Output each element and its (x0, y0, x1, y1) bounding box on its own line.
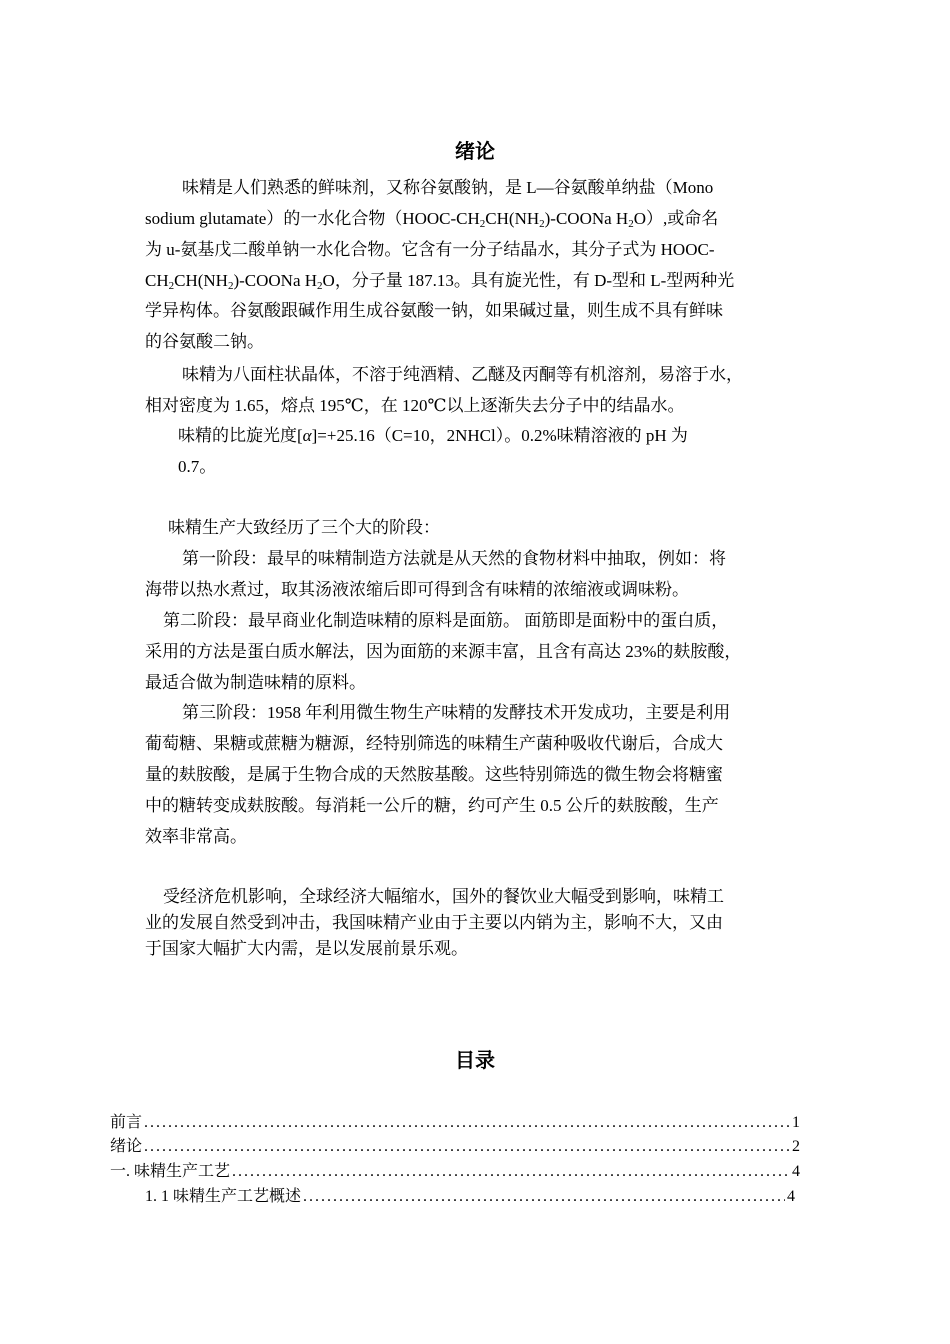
intro-p3-line2: 0.7。 (178, 457, 217, 476)
text: 味精的比旋光度[ (178, 426, 303, 445)
text: )-COONa H (233, 271, 318, 290)
toc-leader (144, 1136, 790, 1158)
intro-p3-line1 (178, 425, 688, 447)
toc-entry[interactable] (110, 1112, 800, 1134)
text: ]=+25.16（C=10，2NHCl）。0.2%味精溶液的 pH 为 (311, 426, 688, 445)
intro-p1-line1: 味精是人们熟悉的鲜味剂，又称谷氨酸钠，是 L—谷氨酸单纳盐（Mono (182, 178, 714, 197)
subscript: 2 (317, 280, 323, 292)
intro-p7-line3: 量的麸胺酸，是属于生物合成的天然胺基酸。这些特别筛选的微生物会将糖蜜 (145, 765, 723, 784)
intro-p8-line2: 业的发展自然受到冲击，我国味精产业由于主要以内销为主，影响不大，又由 (145, 913, 723, 932)
intro-p7-line4: 中的糖转变成麸胺酸。每消耗一公斤的糖，约可产生 0.5 公斤的麸胺酸，生产 (145, 796, 719, 815)
toc-entry-page: 1 (792, 1114, 800, 1131)
intro-p8-line3: 于国家大幅扩大内需，是以发展前景乐观。 (145, 939, 468, 958)
alpha-symbol: α (302, 426, 312, 445)
intro-p1-line4 (145, 270, 734, 292)
intro-p4: 味精生产大致经历了三个大的阶段： (168, 518, 440, 537)
intro-p1-line2 (145, 208, 718, 230)
text: O）,或命名 (633, 209, 719, 228)
toc-entry-page: 4 (787, 1188, 795, 1205)
intro-p7-line1: 第三阶段：1958 年利用微生物生产味精的发酵技术开发成功，主要是利用 (182, 703, 731, 722)
toc-leader (232, 1161, 790, 1183)
intro-p6-line2: 采用的方法是蛋白质水解法，因为面筋的来源丰富，且含有高达 23%的麸胺酸， (145, 642, 742, 661)
toc-leader (303, 1186, 785, 1208)
subscript: 2 (628, 218, 634, 230)
toc-leader (144, 1112, 790, 1134)
intro-title: 绪论 (455, 139, 495, 163)
text: O，分子量 187.13。具有旋光性，有 D-型和 L-型两种光 (322, 271, 735, 290)
text: )-COONa H (544, 209, 629, 228)
subscript: 2 (168, 280, 175, 292)
toc-entry-label: 1. 1 味精生产工艺概述 (145, 1188, 302, 1205)
intro-p5-line2: 海带以热水煮过，取其汤液浓缩后即可得到含有味精的浓缩液或调味粉。 (145, 580, 689, 599)
intro-p7-line2: 葡萄糖、果糖或蔗糖为糖源，经特别筛选的味精生产菌种吸收代谢后，合成大 (145, 734, 723, 753)
toc-entry[interactable] (110, 1161, 800, 1183)
intro-p1-line6: 的谷氨酸二钠。 (145, 332, 264, 351)
intro-p7-line5: 效率非常高。 (145, 827, 247, 846)
subscript: 2 (227, 280, 234, 292)
intro-p2-line2: 相对密度为 1.65，熔点 195℃，在 120℃以上逐渐失去分子中的结晶水。 (145, 396, 685, 415)
subscript: 2 (539, 218, 545, 230)
toc-title: 目录 (455, 1048, 495, 1072)
intro-p1-line5: 学异构体。谷氨酸跟碱作用生成谷氨酸一钠，如果碱过量，则生成不具有鲜味 (145, 301, 723, 320)
intro-p1-line3: 为 u-氨基戊二酸单钠一水化合物。它含有一分子结晶水，其分子式为 HOOC- (145, 240, 715, 259)
intro-p2-line1: 味精为八面柱状晶体，不溶于纯酒精、乙醚及丙酮等有机溶剂，易溶于水， (182, 365, 743, 384)
text: CH (145, 271, 169, 290)
subscript: 2 (479, 218, 486, 230)
intro-p8-line1: 受经济危机影响，全球经济大幅缩水，国外的餐饮业大幅受到影响，味精工 (163, 887, 724, 906)
text: CH(NH (174, 271, 228, 290)
intro-p5-line1: 第一阶段：最早的味精制造方法就是从天然的食物材料中抽取，例如：将 (182, 549, 726, 568)
toc-entry-page: 2 (792, 1138, 800, 1155)
intro-p6-line1: 第二阶段：最早商业化制造味精的原料是面筋。 面筋即是面粉中的蛋白质， (163, 611, 729, 630)
intro-p6-line3: 最适合做为制造味精的原料。 (145, 673, 366, 692)
toc-entry-label: 绪论 (110, 1138, 143, 1155)
text: sodium glutamate）的一水化合物（HOOC-CH (145, 209, 480, 228)
toc-entry-label: 一. 味精生产工艺 (110, 1163, 231, 1180)
toc-entry-label: 前言 (110, 1114, 143, 1131)
toc-entry[interactable] (145, 1186, 795, 1208)
toc-entry-page: 4 (792, 1163, 800, 1180)
toc-entry[interactable] (110, 1136, 800, 1158)
text: CH(NH (485, 209, 540, 228)
